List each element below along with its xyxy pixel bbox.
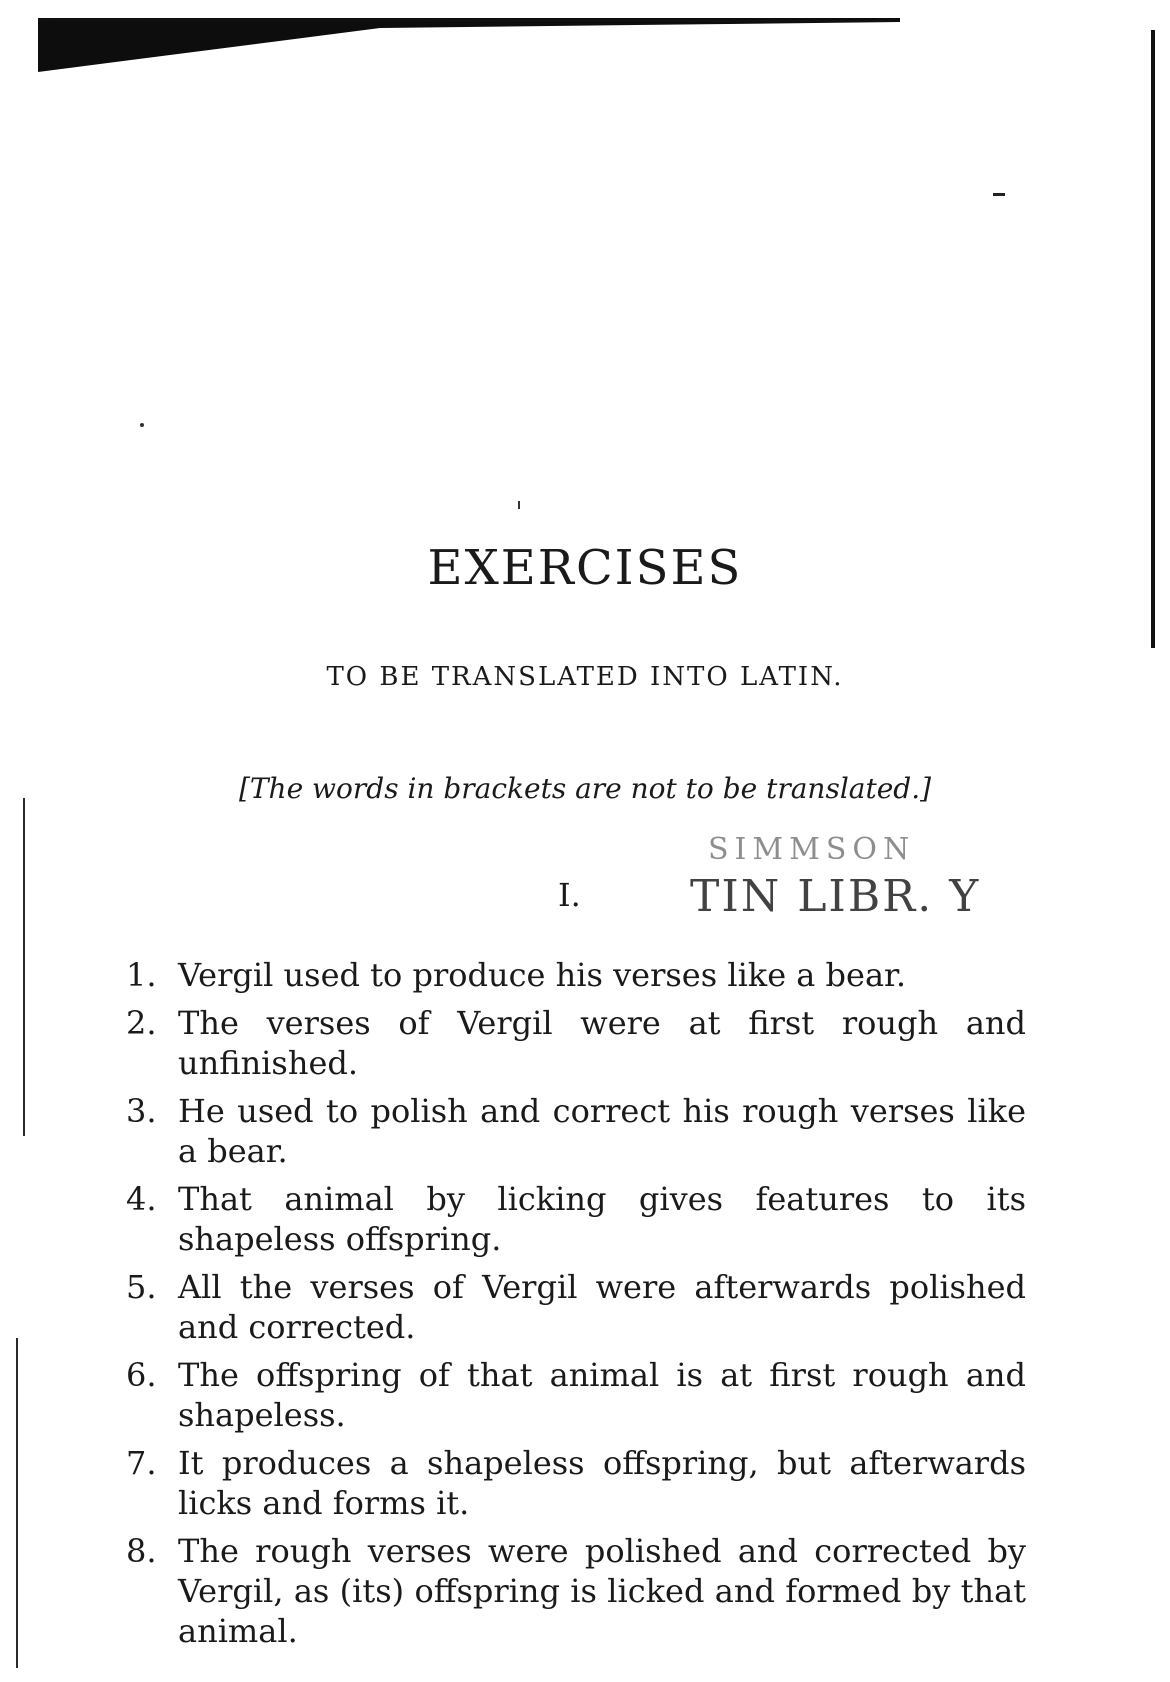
stamp-line-1: SIMMSON <box>708 832 916 867</box>
exercise-item <box>126 1443 1026 1523</box>
exercise-text: The offspring of that animal is at first rough and shapeless. <box>178 1356 1026 1434</box>
section-number: I. <box>558 876 581 914</box>
scan-speck <box>993 193 1005 196</box>
exercise-item <box>126 1179 1026 1259</box>
exercise-list <box>126 955 1026 1659</box>
stamp-line-2: TIN LIBR. Y <box>690 871 981 922</box>
exercise-number: 8. <box>126 1532 157 1570</box>
scan-edge-line <box>16 1338 18 1668</box>
library-stamp <box>690 832 1010 922</box>
exercise-text: Vergil used to produce his verses like a bear. <box>178 956 906 994</box>
exercise-text: The rough verses were polished and corrected by Vergil, as (its) offspring is licked and formed by that animal. <box>178 1532 1026 1650</box>
exercise-text: It produces a shapeless offspring, but afterwards licks and forms it. <box>178 1444 1026 1522</box>
page-title: EXERCISES <box>427 540 743 596</box>
scan-edge-line <box>23 798 25 1136</box>
exercise-number: 6. <box>126 1356 157 1394</box>
page-subtitle: TO BE TRANSLATED INTO LATIN. <box>326 662 844 692</box>
exercise-number: 5. <box>126 1268 157 1306</box>
exercise-item <box>126 1267 1026 1347</box>
exercise-number: 2. <box>126 1004 157 1042</box>
exercise-item <box>126 1355 1026 1435</box>
exercise-number: 7. <box>126 1444 157 1482</box>
exercise-item <box>126 955 1026 995</box>
exercise-item <box>126 1003 1026 1083</box>
exercise-text: The verses of Vergil were at first rough and unfinished. <box>178 1004 1026 1082</box>
exercise-number: 1. <box>126 956 157 994</box>
scan-speck <box>518 501 520 509</box>
exercise-text: That animal by licking gives features to its shapeless offspring. <box>178 1180 1026 1258</box>
instruction-note: [The words in brackets are not to be translated.] <box>238 772 932 805</box>
scan-edge-shadow <box>0 0 1170 90</box>
exercise-number: 3. <box>126 1092 157 1130</box>
exercise-text: All the verses of Vergil were afterwards polished and corrected. <box>178 1268 1026 1346</box>
exercise-item <box>126 1091 1026 1171</box>
exercise-item <box>126 1531 1026 1651</box>
exercise-text: He used to polish and correct his rough verses like a bear. <box>178 1092 1026 1170</box>
exercise-number: 4. <box>126 1180 157 1218</box>
scan-speck <box>140 423 144 427</box>
